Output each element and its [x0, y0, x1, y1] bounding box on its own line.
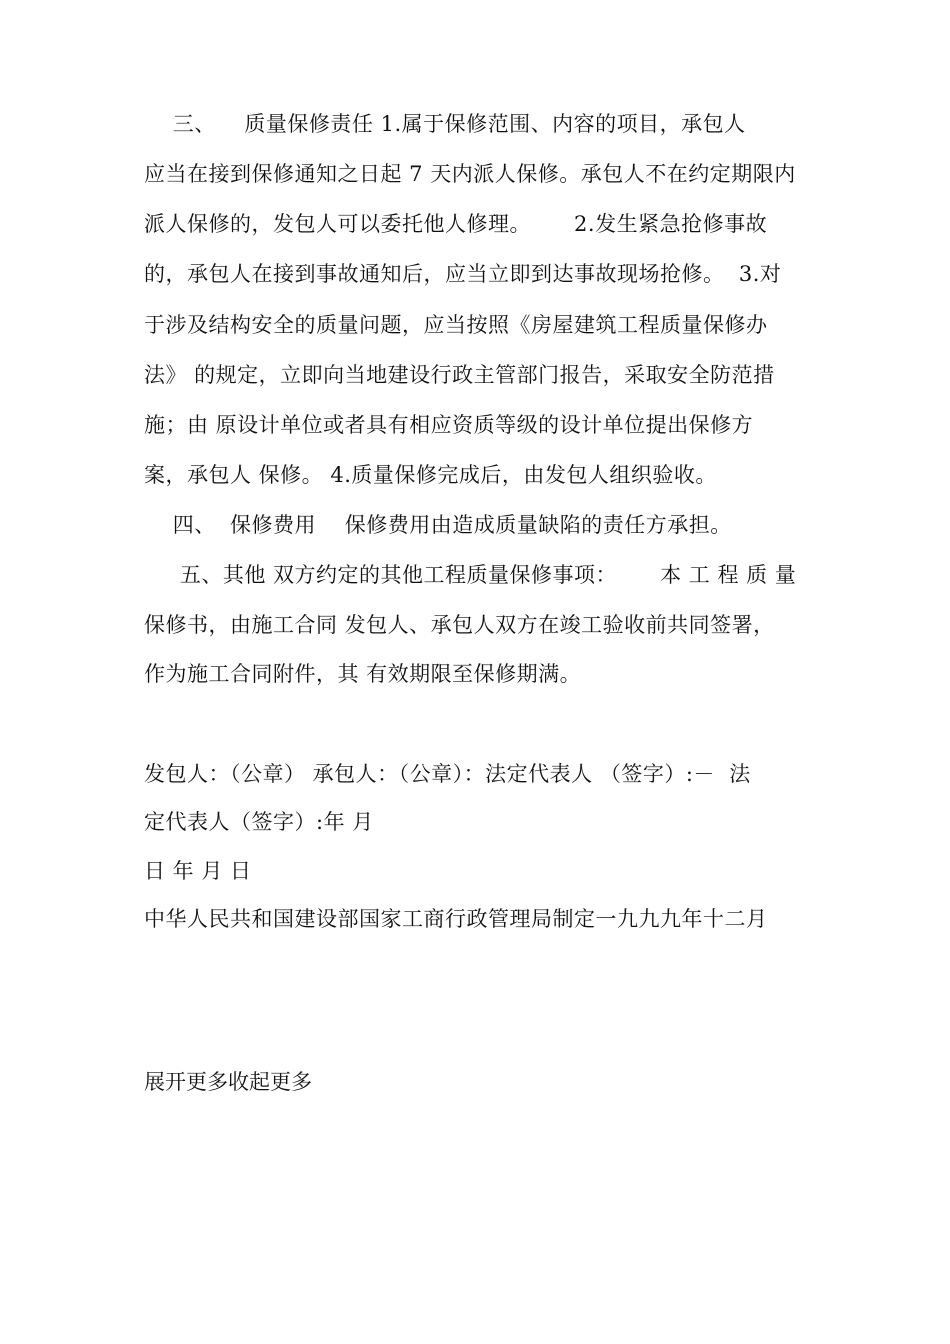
signature-line-1: 发包人：（公章） 承包人：（公章）：法定代表人 （签字）:－ 法: [144, 762, 751, 786]
body-line-4: 的，承包人在接到事故通知后，应当立即到达事故现场抢修。 3.对: [144, 262, 782, 286]
body-line-1: 三、 质量保修责任 1.属于保修范围、内容的项目，承包人: [144, 112, 746, 136]
body-line-3: 派人保修的，发包人可以委托他人修理。 2.发生紧急抢修事故: [144, 212, 768, 236]
signature-line-2: 定代表人（签字）:年 月: [144, 810, 374, 834]
body-line-9: 四、 保修费用 保修费用由造成质量缺陷的责任方承担。: [144, 513, 732, 537]
body-line-5: 于涉及结构安全的质量问题，应当按照《房屋建筑工程质量保修办: [144, 313, 768, 337]
body-line-12: 作为施工合同附件，其 有效期限至保修期满。: [144, 662, 582, 686]
signature-line-3: 日 年 月 日: [144, 859, 252, 883]
body-line-7: 施；由 原设计单位或者具有相应资质等级的设计单位提出保修方: [144, 413, 754, 437]
body-line-10: 五、其他 双方约定的其他工程质量保修事项： 本 工 程 质 量: [144, 563, 797, 587]
body-line-2: 应当在接到保修通知之日起 7 天内派人保修。承包人不在约定期限内: [144, 162, 796, 186]
body-line-11: 保修书，由施工合同 发包人、承包人双方在竣工验收前共同签署，: [144, 613, 775, 637]
body-line-6: 法》 的规定，立即向当地建设行政主管部门报告，采取安全防范措: [144, 363, 775, 387]
expand-collapse-link[interactable]: 展开更多收起更多: [144, 1070, 312, 1094]
issuer-line: 中华人民共和国建设部国家工商行政管理局制定一九九九年十二月: [144, 907, 768, 931]
body-line-8: 案，承包人 保修。 4.质量保修完成后，由发包人组织验收。: [144, 463, 717, 487]
